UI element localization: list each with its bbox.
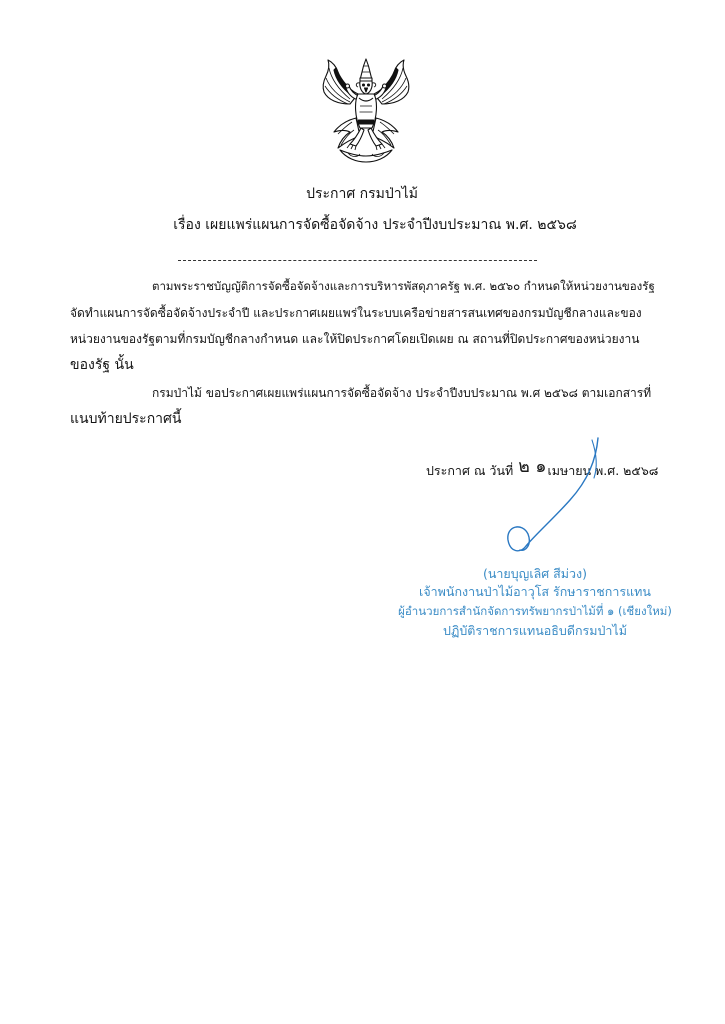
announcement-title: ประกาศ กรมป่าไม้ [306,186,418,202]
paragraph-2-line-2: แนบท้ายประกาศนี้ [70,411,182,427]
emblem-body [356,94,377,128]
paragraph-1-line-4: ของรัฐ นั้น [70,357,134,373]
signatory-position-1: เจ้าพนักงานป่าไม้อาวุโส รักษาราชการแทน [419,584,651,599]
paragraph-1-line-1: ตามพระราชบัญญัติการจัดซื้อจัดจ้างและการบริหารพัสดุภาครัฐ พ.ศ. ๒๕๖๐ กำหนดให้หน่วยงานของรัฐ [152,279,655,293]
signatory-position-3: ปฏิบัติราชการแทนอธิบดีกรมป่าไม้ [443,623,627,638]
subject-line: เรื่อง เผยแพร่แผนการจัดซื้อจัดจ้าง ประจำปีงบประมาณ พ.ศ. ๒๕๖๘ [173,217,577,233]
date-day-handwritten: ๒ ๑ [518,457,547,477]
emblem-head [356,59,375,94]
separator-line [178,260,537,261]
paragraph-2-line-1: กรมป่าไม้ ขอประกาศเผยแพร่แผนการจัดซื้อจัดจ้าง ประจำปีงบประมาณ พ.ศ ๒๕๖๘ ตามเอกสารที่ [152,386,652,400]
paragraph-1-line-2: จัดทำแผนการจัดซื้อจัดจ้างประจำปี และประกาศเผยแพร่ในระบบเครือข่ายสารสนเทศของกรมบัญชีกลางและของ [70,306,642,320]
date-prefix: ประกาศ ณ วันที่ [426,463,514,478]
garuda-emblem-icon [320,58,412,163]
signatory-position-2: ผู้อำนวยการสำนักจัดการทรัพยากรป่าไม้ที่ ๑ (เชียงใหม่) [398,604,672,618]
emblem-base [340,150,392,162]
date-month-year: เมษายน พ.ศ. ๒๕๖๘ [547,463,659,478]
paragraph-1-line-3: หน่วยงานของรัฐตามที่กรมบัญชีกลางกำหนด และให้ปิดประกาศโดยเปิดเผย ณ สถานที่ปิดประกาศของหน่วยงาน [70,332,640,346]
signature-icon [470,430,620,560]
signatory-name: (นายบุญเลิศ สีม่วง) [482,566,588,581]
